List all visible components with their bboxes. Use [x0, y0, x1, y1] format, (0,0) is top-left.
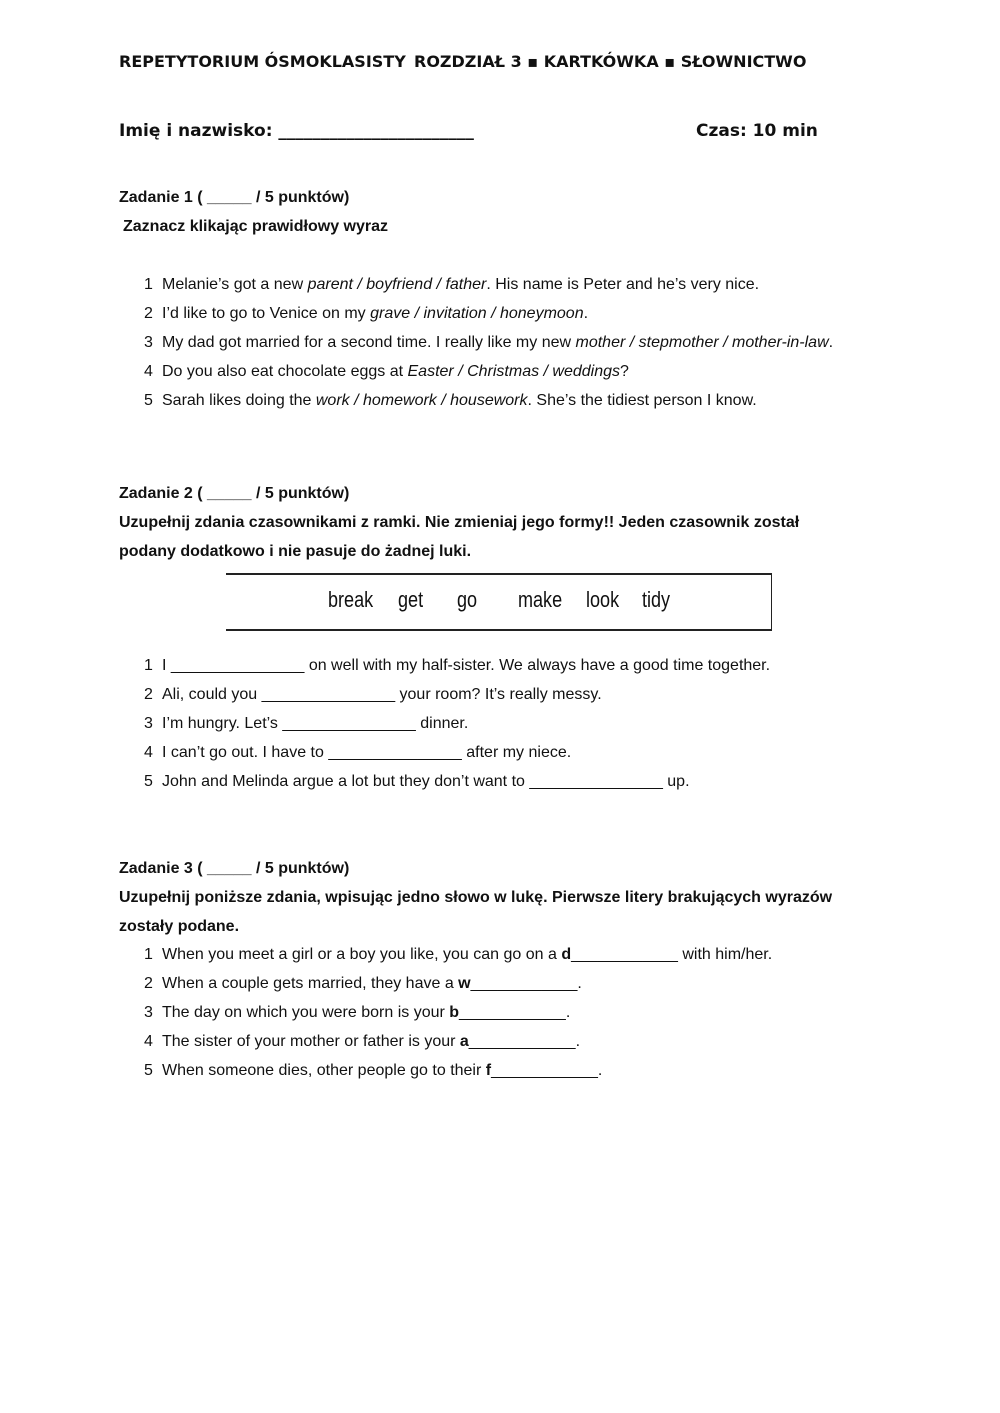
- task3-title: Zadanie 3 ( _____ / 5 punktów): [119, 860, 350, 877]
- task2-item[interactable]: [144, 686, 602, 704]
- task1-title: Zadanie 1 ( _____ / 5 punktów): [119, 189, 350, 206]
- header-title: REPETYTORIUM ÓSMOKLASISTY: [119, 52, 406, 71]
- task2-item[interactable]: [144, 657, 770, 675]
- item-number: 1: [144, 657, 153, 674]
- item-number: 3: [144, 334, 153, 351]
- item-text: The day on which you were born is your: [162, 1004, 450, 1021]
- task3-item[interactable]: [144, 946, 772, 964]
- task3-item[interactable]: [144, 1062, 602, 1080]
- option-choices[interactable]: Easter / Christmas / weddings: [407, 363, 621, 380]
- task1-item: [144, 305, 588, 323]
- answer-blank: ____________: [459, 1004, 566, 1021]
- item-text: .: [597, 1062, 603, 1079]
- option-choices[interactable]: mother / stepmother / mother-in-law: [575, 334, 829, 351]
- item-number: 4: [144, 1033, 153, 1050]
- word-box: [226, 573, 772, 631]
- task1-instruction: Zaznacz klikając prawidłowy wyraz: [123, 218, 388, 235]
- item-text: .: [575, 1033, 581, 1050]
- word-go: go: [457, 587, 478, 612]
- first-letter: f: [485, 1062, 492, 1079]
- answer-blank: ____________: [468, 1033, 576, 1050]
- task3-instruction-cont: zostały podane.: [119, 918, 240, 935]
- first-letter: b: [449, 1004, 460, 1021]
- word-break: break: [328, 587, 374, 612]
- option-choices[interactable]: grave / invitation / honeymoon: [370, 305, 584, 322]
- item-number: 2: [144, 686, 153, 703]
- item-text: I can’t go out. I have to _______________ after my niece.: [162, 744, 572, 761]
- option-choices[interactable]: work / homework / housework: [315, 392, 528, 409]
- answer-blank: ____________: [571, 946, 678, 963]
- item-text: I _______________ on well with my half-sister. We always have a good time together.: [162, 657, 771, 674]
- item-text: .: [577, 975, 582, 992]
- item-number: 2: [144, 975, 153, 992]
- item-text: When someone dies, other people go to their: [162, 1062, 486, 1079]
- item-text: When a couple gets married, they have a: [162, 975, 459, 992]
- task3-item[interactable]: [144, 1033, 580, 1051]
- item-text: My dad got married for a second time. I really like my new: [162, 334, 576, 351]
- name-label: Imię i nazwisko: _______________________: [119, 121, 474, 141]
- option-choices[interactable]: parent / boyfriend / father: [307, 276, 487, 293]
- item-text: I’d like to go to Venice on my: [162, 305, 371, 322]
- task1-item: [144, 334, 833, 352]
- task2-item[interactable]: [144, 715, 468, 733]
- item-text: . His name is Peter and he’s very nice.: [486, 276, 760, 293]
- item-number: 3: [144, 715, 153, 732]
- task2-item[interactable]: [144, 744, 571, 762]
- header-chapter: ROZDZIAŁ 3 ▪ KARTKÓWKA ▪ SŁOWNICTWO: [414, 52, 807, 71]
- item-number: 2: [144, 305, 153, 322]
- task1-item: [144, 363, 629, 381]
- item-text: Sarah likes doing the: [162, 392, 316, 409]
- item-text: I’m hungry. Let’s _______________ dinner.: [162, 715, 469, 732]
- item-text: . She’s the tidiest person I know.: [527, 392, 757, 409]
- item-number: 5: [144, 392, 153, 409]
- item-number: 3: [144, 1004, 153, 1021]
- answer-blank: ____________: [470, 975, 578, 992]
- word-make: make: [518, 587, 563, 612]
- first-letter: a: [459, 1033, 469, 1050]
- item-number: 5: [144, 1062, 153, 1079]
- task3-instruction: Uzupełnij poniższe zdania, wpisując jedno słowo w lukę. Pierwsze litery brakujących wyrazów: [119, 889, 833, 906]
- item-text: Do you also eat chocolate eggs at: [162, 363, 408, 380]
- word-look: look: [586, 587, 620, 612]
- answer-blank: ____________: [491, 1062, 598, 1079]
- item-text: .: [583, 305, 589, 322]
- task2-item[interactable]: [144, 773, 690, 791]
- task2-title: Zadanie 2 ( _____ / 5 punktów): [119, 485, 350, 502]
- item-text: Melanie’s got a new: [162, 276, 308, 293]
- task2-instruction-cont: podany dodatkowo i nie pasuje do żadnej luki.: [119, 543, 472, 560]
- item-number: 1: [144, 276, 153, 293]
- task2-instruction: Uzupełnij zdania czasownikami z ramki. Nie zmieniaj jego formy!! Jeden czasownik został: [119, 514, 800, 531]
- task3-item[interactable]: [144, 975, 582, 993]
- item-number: 1: [144, 946, 153, 963]
- item-text: with him/her.: [677, 946, 773, 963]
- item-number: 5: [144, 773, 153, 790]
- item-text: Ali, could you _______________ your room? It’s really messy.: [162, 686, 602, 703]
- task3-item[interactable]: [144, 1004, 570, 1022]
- item-number: 4: [144, 363, 153, 380]
- time-label: Czas: 10 min: [696, 121, 818, 141]
- item-text: .: [565, 1004, 571, 1021]
- task1-item: [144, 276, 759, 294]
- item-text: When you meet a girl or a boy you like, you can go on a: [162, 946, 562, 963]
- item-text: .: [828, 334, 834, 351]
- task1-item: [144, 392, 757, 410]
- first-letter: w: [458, 975, 471, 992]
- item-text: John and Melinda argue a lot but they don’t want to _______________ up.: [162, 773, 690, 790]
- item-text: ?: [620, 363, 629, 380]
- item-text: The sister of your mother or father is your: [162, 1033, 460, 1050]
- word-get: get: [398, 587, 424, 612]
- item-number: 4: [144, 744, 153, 761]
- word-tidy: tidy: [642, 587, 671, 612]
- first-letter: d: [561, 946, 572, 963]
